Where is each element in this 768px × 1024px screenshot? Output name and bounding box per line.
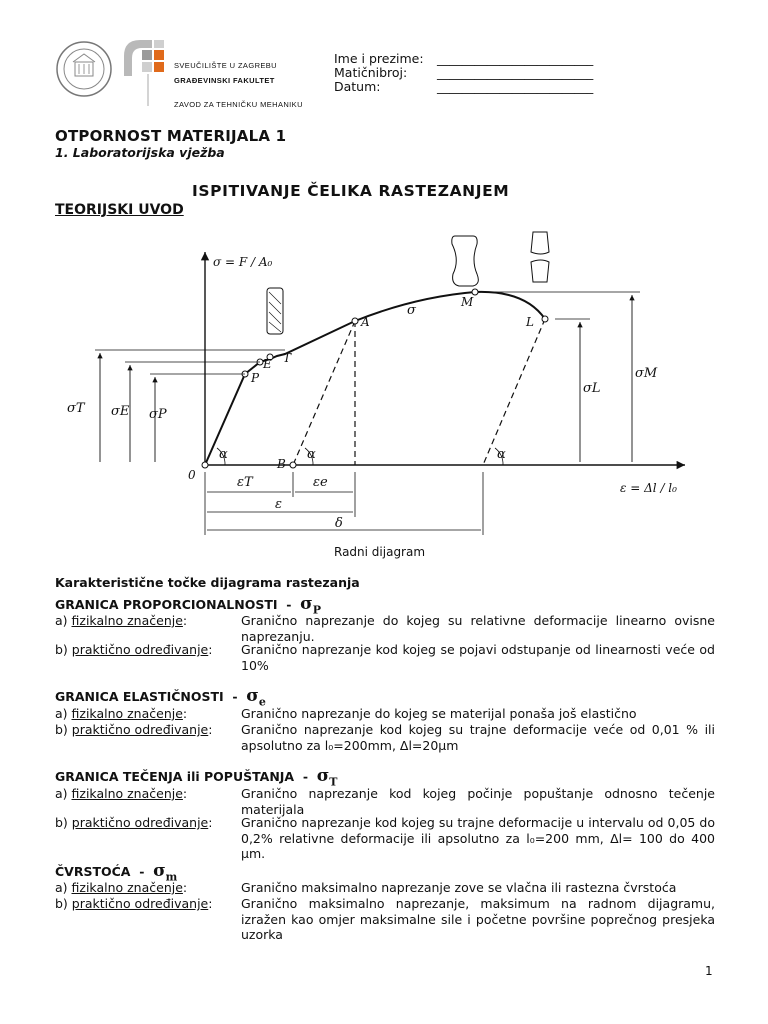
- sigma-l-label: σL: [583, 381, 601, 396]
- alpha-label-1: α: [219, 447, 228, 462]
- course-title: OTPORNOST MATERIJALA 1: [55, 127, 287, 145]
- point-m: M: [461, 295, 474, 309]
- characteristics-heading: Karakteristične točke dijagrama rastezanja: [55, 575, 360, 590]
- eps-t-label: εT: [237, 475, 253, 490]
- name-label: Ime i prezime:: [334, 51, 424, 66]
- eps-e-label: εe: [313, 475, 328, 490]
- eps-label: ε: [275, 497, 282, 512]
- diagram-caption: Radni dijagram: [334, 545, 426, 559]
- sigma-e-symbol: $\sigma_e$: [246, 686, 266, 709]
- sigma-m-label: σM: [635, 366, 658, 381]
- x-axis-label: ε = Δl / l₀: [620, 481, 677, 495]
- sigma-m-symbol: $\sigma_m$: [153, 861, 178, 884]
- page-number: 1: [705, 964, 713, 978]
- item-heading-proportionality: GRANICA PROPORCIONALNOSTI - $\sigma_P$: [55, 594, 321, 617]
- point-b: B: [277, 457, 286, 471]
- sigma-e-label: σE: [111, 404, 130, 419]
- university-seal: [55, 40, 113, 98]
- sigma-p-label: σP: [149, 407, 167, 422]
- id-field[interactable]: _________________________: [437, 65, 594, 80]
- sigma-t-label: σT: [67, 401, 85, 416]
- alpha-label-2: α: [307, 447, 316, 462]
- section-title: TEORIJSKI UVOD: [55, 202, 184, 218]
- point-l: L: [526, 315, 534, 329]
- department-name: ZAVOD ZA TEHNIČKU MEHANIKU: [174, 100, 303, 109]
- stress-strain-diagram: [55, 222, 715, 552]
- university-name: SVEUČILIŠTE U ZAGREBU: [174, 61, 278, 70]
- date-label: Datum:: [334, 79, 381, 94]
- name-field[interactable]: _________________________: [437, 51, 594, 66]
- document-title: ISPITIVANJE ČELIKA RASTEZANJEM: [192, 182, 510, 200]
- delta-label: δ: [335, 516, 343, 531]
- id-label: Matičnibroj:: [334, 65, 408, 80]
- faculty-name: GRAĐEVINSKI FAKULTET: [174, 76, 275, 85]
- faculty-logo-mark: [120, 36, 172, 108]
- y-axis-label: σ = F / A₀: [213, 255, 273, 269]
- point-0: 0: [188, 468, 196, 482]
- point-p: P: [251, 371, 260, 385]
- item-heading-yield: GRANICA TEČENJA ili POPUŠTANJA - $\sigma_T$: [55, 766, 338, 789]
- sigma-t-symbol: $\sigma_T$: [316, 766, 338, 789]
- sigma-p-symbol: $\sigma_P$: [300, 594, 321, 617]
- point-a: A: [361, 315, 370, 329]
- alpha-label-3: α: [497, 447, 506, 462]
- date-field[interactable]: _________________________: [437, 79, 594, 94]
- point-e: E: [263, 357, 272, 371]
- point-t: T: [283, 351, 292, 365]
- item-heading-strength: ČVRSTOĆA - $\sigma_m$: [55, 861, 178, 884]
- sigma-curve-label: σ: [407, 303, 416, 318]
- course-subtitle: 1. Laboratorijska vježba: [55, 145, 225, 160]
- item-heading-elasticity: GRANICA ELASTIČNOSTI - $\sigma_e$: [55, 686, 266, 709]
